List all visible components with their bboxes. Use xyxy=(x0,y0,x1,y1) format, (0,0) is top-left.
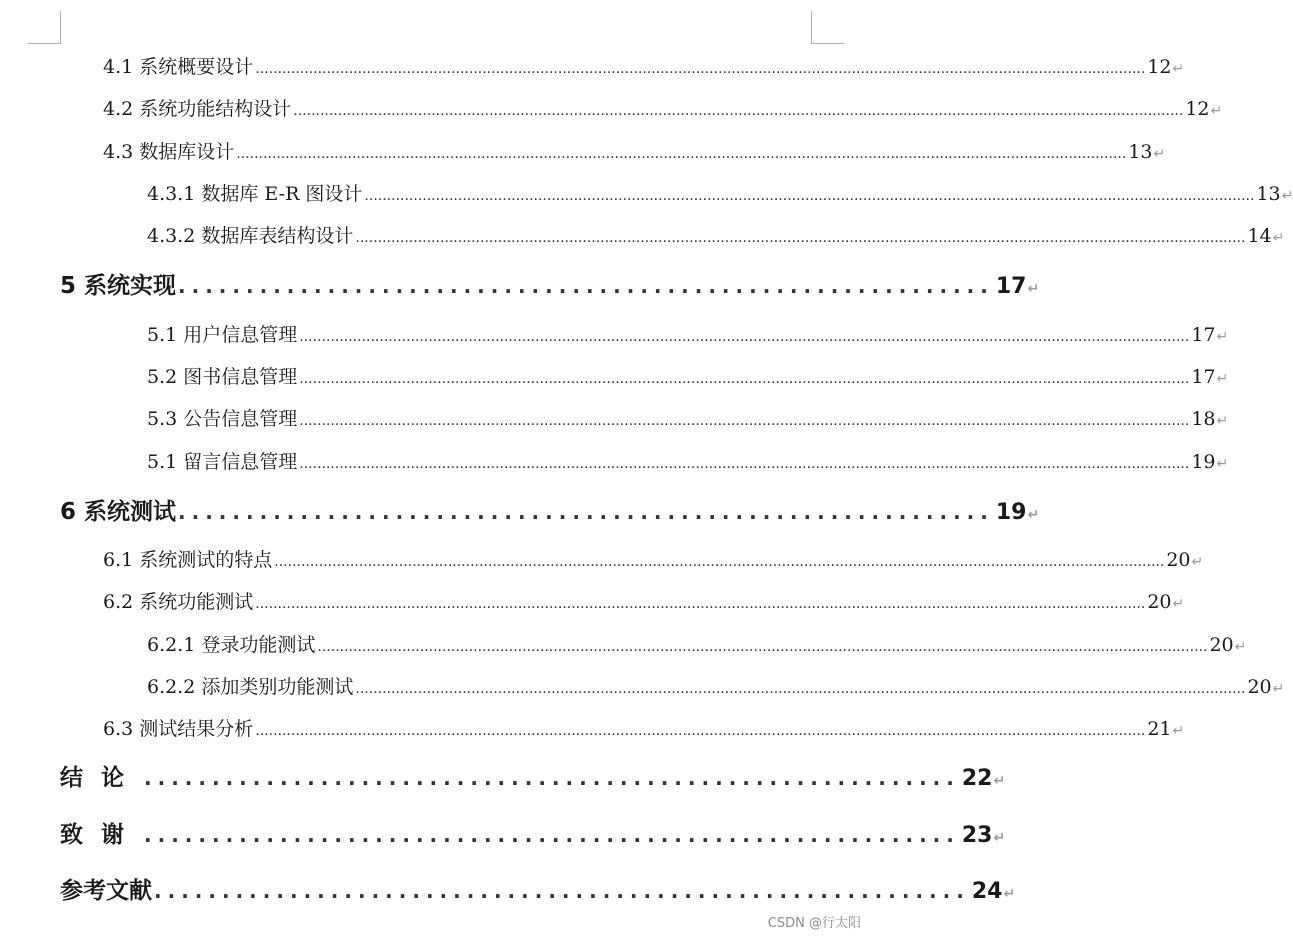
paragraph-mark-icon: ↵ xyxy=(1272,681,1285,697)
toc-dot-leader: ........................................................................................................................................................................................................ xyxy=(299,371,1190,387)
paragraph-mark-icon: ↵ xyxy=(1172,596,1185,612)
toc-entry[interactable] xyxy=(103,52,1185,80)
toc-entry-title: 6.2 系统功能测试 xyxy=(103,591,254,613)
toc-entry[interactable] xyxy=(147,179,1293,207)
paragraph-mark-icon: ↵ xyxy=(1027,507,1040,523)
paragraph-mark-icon: ↵ xyxy=(1216,371,1229,387)
paragraph-mark-icon: ↵ xyxy=(1216,413,1229,429)
margin-corner-top-right xyxy=(811,11,844,44)
toc-entry-page: 19 xyxy=(995,500,1027,525)
toc-entry[interactable] xyxy=(147,320,1229,348)
toc-entry[interactable] xyxy=(147,221,1285,249)
toc-dot-leader: ............................................................ xyxy=(178,274,994,298)
toc-entry-page: 17 xyxy=(1191,366,1216,388)
toc-dot-leader: ........................................................................................................................................................................................................ xyxy=(255,723,1146,739)
toc-dot-leader: ........................................................................................................................................................................................................ xyxy=(355,681,1246,697)
toc-entry-page: 21 xyxy=(1147,718,1172,740)
toc-entry-title: 6.2.2 添加类别功能测试 xyxy=(147,676,354,698)
toc-entry-page: 23 xyxy=(961,823,993,848)
paragraph-mark-icon: ↵ xyxy=(1172,723,1185,739)
toc-entry[interactable] xyxy=(103,137,1166,165)
toc-entry-chapter[interactable] xyxy=(60,759,1006,793)
toc-dot-leader: ........................................................................................................................................................................................................ xyxy=(299,329,1190,345)
toc-entry-title: 6.2.1 登录功能测试 xyxy=(147,634,316,656)
toc-entry[interactable] xyxy=(147,447,1229,475)
paragraph-mark-icon: ↵ xyxy=(1272,230,1285,246)
toc-entry-title: 致谢 xyxy=(60,822,142,848)
toc-entry-title: 结论 xyxy=(60,765,142,791)
toc-dot-leader: ........................................................................................................................................................................................................ xyxy=(255,61,1146,77)
toc-entry-title: 4.3.1 数据库 E-R 图设计 xyxy=(147,183,363,205)
toc-entry-page: 20 xyxy=(1147,591,1172,613)
watermark: CSDN @行太阳 xyxy=(767,916,861,931)
toc-entry-page: 20 xyxy=(1166,549,1191,571)
toc-entry[interactable] xyxy=(147,630,1247,658)
toc-dot-leader: ........................................................................................................................................................................................................ xyxy=(236,146,1127,162)
toc-entry[interactable] xyxy=(103,714,1185,742)
toc-entry-chapter[interactable] xyxy=(60,267,1040,301)
toc-dot-leader: ........................................................................................................................................................................................................ xyxy=(355,230,1246,246)
toc-entry-title: 参考文献 xyxy=(60,878,152,904)
toc-entry-chapter[interactable] xyxy=(60,493,1040,527)
paragraph-mark-icon: ↵ xyxy=(1234,639,1247,655)
toc-dot-leader: ............................................................ xyxy=(178,500,994,524)
toc-entry-page: 22 xyxy=(961,766,993,791)
toc-entry-title: 5.1 用户信息管理 xyxy=(147,324,298,346)
toc-entry-page: 13 xyxy=(1128,141,1153,163)
toc-entry[interactable] xyxy=(147,672,1285,700)
toc-entry-title: 6 系统测试 xyxy=(60,499,177,525)
toc-entry-title: 5.2 图书信息管理 xyxy=(147,366,298,388)
paragraph-mark-icon: ↵ xyxy=(1281,188,1293,204)
toc-dot-leader: ........................................................................................................................................................................................................ xyxy=(317,639,1208,655)
toc-entry[interactable] xyxy=(103,587,1185,615)
toc-entry-page: 19 xyxy=(1191,451,1216,473)
toc-entry-page: 20 xyxy=(1247,676,1272,698)
toc-dot-leader: ........................................................................................................................................................................................................ xyxy=(364,188,1255,204)
toc-dot-leader: ........................................................................................................................................................................................................ xyxy=(299,413,1190,429)
toc-entry-page: 17 xyxy=(1191,324,1216,346)
toc-dot-leader: ........................................................................................................................................................................................................ xyxy=(274,554,1165,570)
margin-corner-top-left xyxy=(28,11,61,44)
paragraph-mark-icon: ↵ xyxy=(1210,103,1223,119)
paragraph-mark-icon: ↵ xyxy=(1172,61,1185,77)
toc-entry-title: 5 系统实现 xyxy=(60,273,177,299)
toc-entry-title: 6.1 系统测试的特点 xyxy=(103,549,273,571)
toc-entry-page: 18 xyxy=(1191,408,1216,430)
paragraph-mark-icon: ↵ xyxy=(1027,281,1040,297)
toc-entry-chapter[interactable] xyxy=(60,872,1016,906)
toc-entry[interactable] xyxy=(103,94,1223,122)
toc-dot-leader: ............................................................ xyxy=(154,879,970,903)
toc-dot-leader: ........................................................................................................................................................................................................ xyxy=(299,456,1190,472)
toc-entry-chapter[interactable] xyxy=(60,816,1006,850)
toc-entry-title: 4.3.2 数据库表结构设计 xyxy=(147,225,354,247)
toc-entry-title: 4.2 系统功能结构设计 xyxy=(103,98,292,120)
toc-entry[interactable] xyxy=(103,545,1204,573)
toc-entry-page: 13 xyxy=(1256,183,1281,205)
paragraph-mark-icon: ↵ xyxy=(1191,554,1204,570)
toc-entry-page: 14 xyxy=(1247,225,1272,247)
paragraph-mark-icon: ↵ xyxy=(993,773,1006,789)
paragraph-mark-icon: ↵ xyxy=(993,830,1006,846)
toc-entry-page: 20 xyxy=(1209,634,1234,656)
toc-entry-title: 4.1 系统概要设计 xyxy=(103,56,254,78)
toc-entry-title: 5.1 留言信息管理 xyxy=(147,451,298,473)
toc-entry-title: 4.3 数据库设计 xyxy=(103,141,235,163)
toc-dot-leader: ............................................................ xyxy=(144,766,960,790)
toc-entry-page: 12 xyxy=(1147,56,1172,78)
paragraph-mark-icon: ↵ xyxy=(1216,456,1229,472)
toc-dot-leader: ........................................................................................................................................................................................................ xyxy=(293,103,1184,119)
toc-entry[interactable] xyxy=(147,362,1229,390)
paragraph-mark-icon: ↵ xyxy=(1003,886,1016,902)
toc-entry[interactable] xyxy=(147,404,1229,432)
paragraph-mark-icon: ↵ xyxy=(1216,329,1229,345)
toc-entry-page: 12 xyxy=(1185,98,1210,120)
toc-entry-page: 17 xyxy=(995,274,1027,299)
toc-entry-page: 24 xyxy=(971,879,1003,904)
paragraph-mark-icon: ↵ xyxy=(1153,146,1166,162)
toc-dot-leader: ........................................................................................................................................................................................................ xyxy=(255,596,1146,612)
toc-entry-title: 6.3 测试结果分析 xyxy=(103,718,254,740)
toc-dot-leader: ............................................................ xyxy=(144,823,960,847)
toc-entry-title: 5.3 公告信息管理 xyxy=(147,408,298,430)
